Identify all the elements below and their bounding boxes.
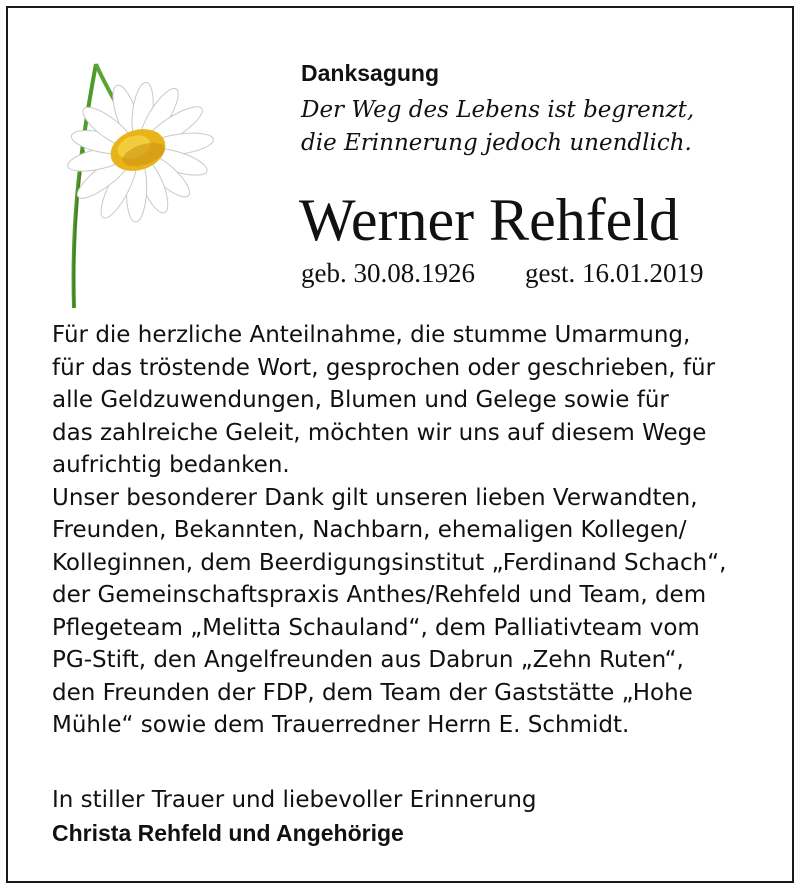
- closing-block: [52, 784, 537, 849]
- text-line: alle Geldzuwendungen, Blumen und Gelege sowie für: [52, 387, 669, 413]
- death-date: gest. 16.01.2019: [524, 258, 704, 288]
- text-line: das zahlreiche Geleit, möchten wir uns auf diesem Wege: [52, 419, 707, 446]
- text-line: Für die herzliche Anteilnahme, die stumme Umarmung,: [52, 322, 691, 348]
- text-line: für das tröstende Wort, gesprochen oder geschrieben, für: [52, 354, 716, 381]
- daisy-flower-icon: [38, 50, 248, 310]
- thank-you-paragraph: [52, 319, 782, 482]
- special-thanks-paragraph: [52, 482, 782, 742]
- text-line: aufrichtig bedanken.: [52, 452, 290, 478]
- text-line: Mühle“ sowie dem Trauerredner Herrn E. Schmidt.: [52, 712, 630, 738]
- text-line: Kolleginnen, dem Beerdigungsinstitut „Ferdinand Schach“,: [52, 549, 727, 576]
- notice-heading: Danksagung: [301, 60, 440, 86]
- text-line: Pflegeteam „Melitta Schauland“, dem Palliativteam vom: [52, 614, 700, 641]
- text-line: Freunden, Bekannten, Nachbarn, ehemaligen Kollegen/: [52, 517, 687, 543]
- text-line: den Freunden der FDP, dem Team der Gaststätte „Hohe: [52, 679, 693, 706]
- text-line: Unser besonderer Dank gilt unseren lieben Verwandten,: [52, 484, 698, 511]
- quote-line: Der Weg des Lebens ist begrenzt,: [301, 97, 695, 123]
- signer-name: Christa Rehfeld und Angehörige: [52, 819, 404, 846]
- life-dates: [301, 258, 703, 289]
- obituary-notice-frame: [6, 6, 794, 883]
- text-line: der Gemeinschaftspraxis Anthes/Rehfeld und Team, dem: [52, 582, 707, 608]
- closing-line: In stiller Trauer und liebevoller Erinnerung: [52, 787, 537, 813]
- memorial-quote: [301, 94, 694, 160]
- birth-date: geb. 30.08.1926: [301, 258, 475, 288]
- quote-line: die Erinnerung jedoch unendlich.: [301, 130, 692, 156]
- deceased-name: Werner Rehfeld: [299, 187, 679, 253]
- thank-you-text: [52, 319, 782, 742]
- text-line: PG-Stift, den Angelfreunden aus Dabrun „Zehn Ruten“,: [52, 647, 684, 673]
